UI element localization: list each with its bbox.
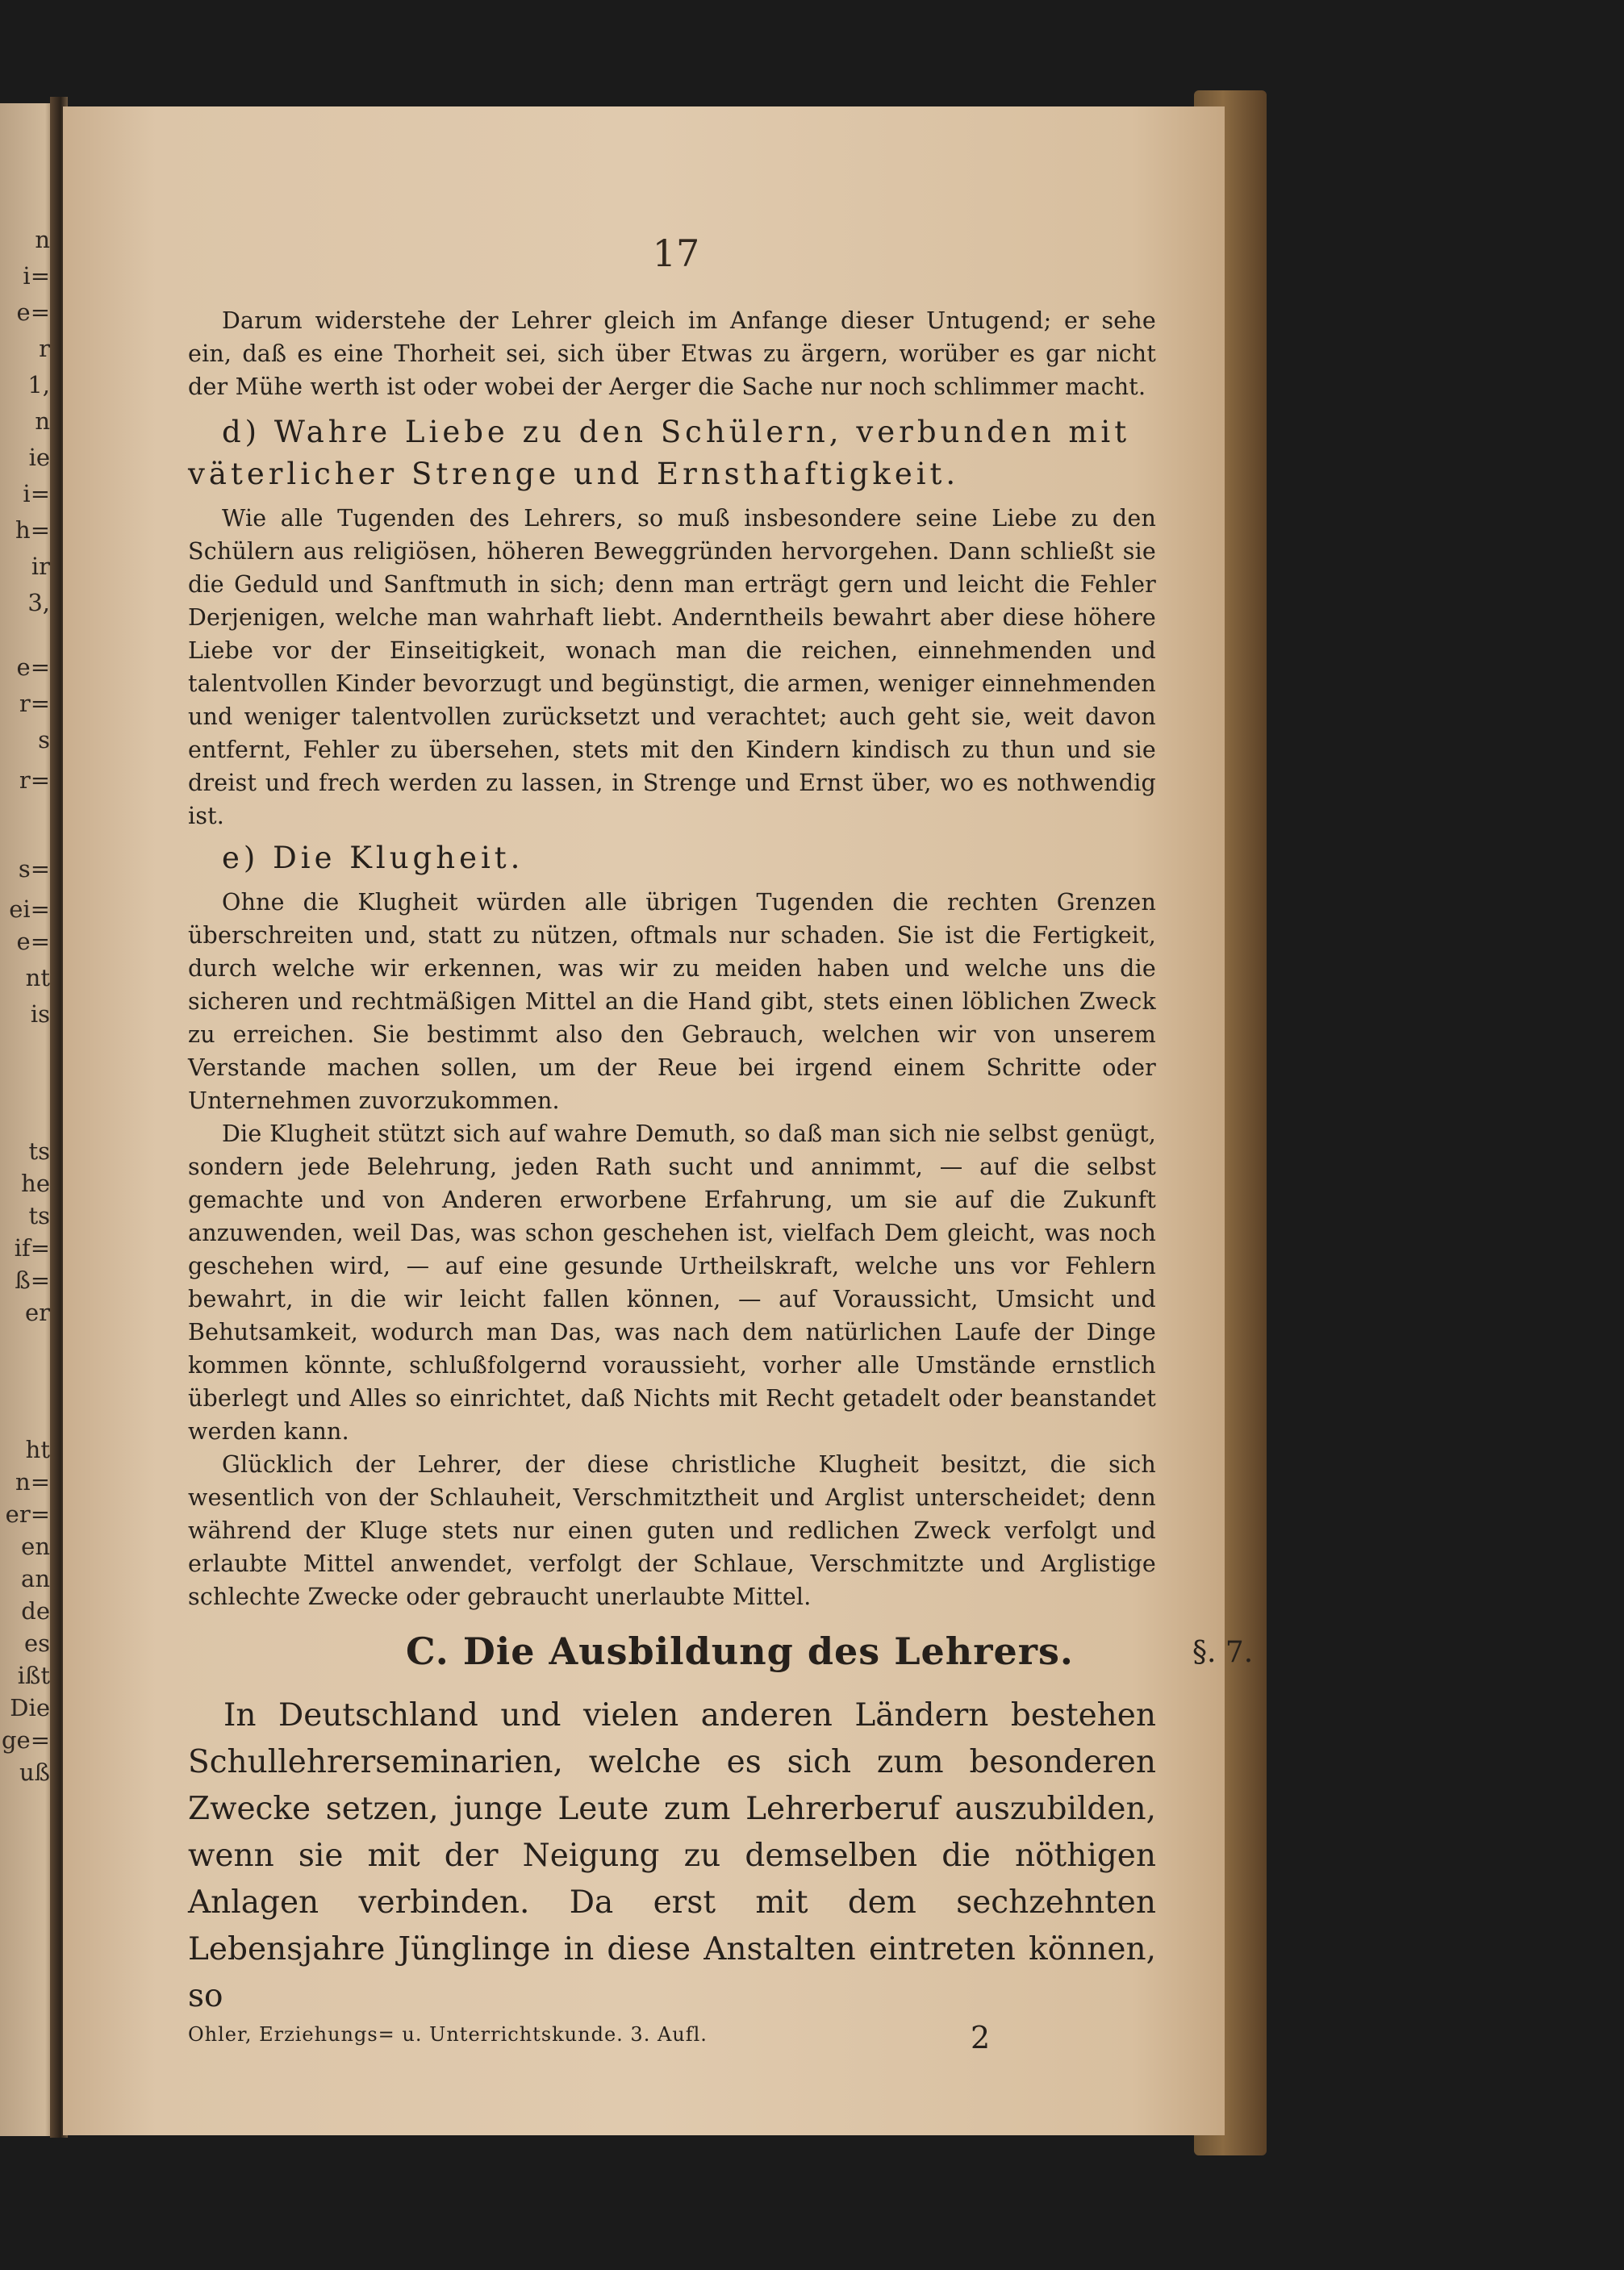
left-page-fragment: ge= (1, 1726, 50, 1754)
left-page-fragment: nt (25, 964, 50, 991)
left-page-fragment: h= (15, 516, 50, 544)
left-page-fragment: r= (19, 690, 50, 717)
section-marker: §. 7. (1192, 1636, 1254, 1669)
left-page-fragment: de (21, 1597, 50, 1625)
page-number: 17 (652, 232, 700, 275)
left-page-fragment: Die (10, 1694, 50, 1721)
left-page-fragment: er= (5, 1500, 50, 1528)
left-page-fragment: r= (19, 766, 50, 794)
left-page-fragment: e= (16, 298, 50, 326)
left-page-fragment: i= (23, 262, 50, 290)
left-page-fragment: ie (28, 444, 50, 471)
left-page-fragment: ß= (15, 1266, 50, 1294)
left-page-fragment: e= (16, 928, 50, 955)
previous-page-strip (0, 103, 56, 2136)
left-page-fragment: uß (19, 1759, 50, 1786)
footer-book-title: Ohler, Erziehungs= u. Unterrichtskunde. 3. Aufl. (188, 2023, 708, 2046)
section-c-text: In Deutschland und vielen anderen Ländern bestehen Schullehrerseminarien, welche es sich zum besonderen Zwecke setzen, junge Leute zum Lehrerberuf auszubilden, wenn sie mit der Neigung zu demselben die nöthigen Anlagen verbinden. Da erst mit dem sechzehnten Lebensjahre Jünglinge in diese Anstalten eintreten können, so (188, 1697, 1156, 2014)
left-page-fragment: i= (23, 480, 50, 507)
paragraph-d: Wie alle Tugenden des Lehrers, so muß insbesondere seine Liebe zu den Schülern aus religiösen, höheren Beweggründen hervorgehen. Dann schließt sie die Geduld und Sanftmuth in sich; denn man erträgt gern und leicht die Fehler Derjenigen, welche man wahrhaft liebt. Anderntheils bewahrt aber diese höhere Liebe vor der Einseitigkeit, wonach man die reichen, einnehmenden und talentvollen Kinder bevorzugt und begünstigt, die armen, weniger einnehmenden und weniger talentvollen zurücksetzt und verachtet; auch geht sie, weit davon entfernt, Fehler zu übersehen, stets mit den Kindern kindisch zu thun und sie dreist und frech werden zu lassen, in Strenge und Ernst über, wo es nothwendig ist. (188, 505, 1156, 829)
left-page-fragment: he (21, 1170, 50, 1197)
section-c-heading: C. Die Ausbildung des Lehrers. (406, 1629, 1074, 1673)
left-page-fragment: is (30, 1000, 50, 1028)
left-page-fragment: es (23, 1629, 50, 1657)
left-page-fragment: ht (25, 1436, 50, 1463)
subheading-e: e) Die Klugheit. (222, 841, 524, 875)
subheading-d: d) Wahre Liebe zu den Schülern, verbunden mit väterlicher Strenge und Ernsthaftigkeit. (188, 415, 1131, 491)
paragraph-e1: Ohne die Klugheit würden alle übrigen Tugenden die rechten Grenzen überschreiten und, statt zu nützen, oftmals nur schaden. Sie ist die Fertigkeit, durch welche wir erkennen, was wir zu meiden haben und welche uns die sicheren und rechtmäßigen Mittel an die Hand gibt, stets einen löblichen Zweck zu erreichen. Sie bestimmt also den Gebrauch, welchen wir von unserem Verstande machen sollen, um der Reue bei irgend einem Schritte oder Unternehmen zuvorzukommen. (188, 889, 1156, 1114)
left-page-fragment: en (21, 1533, 50, 1560)
left-page-fragment: e= (16, 653, 50, 681)
left-page-fragment: if= (14, 1234, 50, 1262)
book-page (63, 106, 1254, 2135)
signature-mark: 2 (971, 2020, 991, 2055)
left-page-fragment: n= (15, 1468, 50, 1496)
left-page-fragment: ißt (17, 1662, 50, 1689)
left-page-fragment: 1, (27, 371, 50, 399)
page-content (188, 304, 1254, 2055)
left-page-fragment: n (35, 407, 50, 435)
paragraph-e3: Glücklich der Lehrer, der diese christliche Klugheit besitzt, die sich wesentlich von der Schlauheit, Verschmitztheit und Arglist unterscheidet; denn während der Kluge stets nur einen guten und redlichen Zweck verfolgt und erlaubte Mittel anwendet, verfolgt der Schlaue, Verschmitzte und Arglistige schlechte Zwecke oder gebraucht unerlaubte Mittel. (188, 1451, 1156, 1610)
left-page-fragment: ei= (9, 895, 50, 923)
left-page-fragment: ts (28, 1202, 50, 1229)
intro-paragraph: Darum widerstehe der Lehrer gleich im Anfange dieser Untugend; er sehe ein, daß es eine Thorheit sei, sich über Etwas zu ärgern, worüber es gar nicht der Mühe werth ist oder wobei der Aerger die Sache nur noch schlimmer macht. (188, 307, 1156, 400)
left-page-fragment: an (21, 1565, 50, 1592)
left-page-fragment: r (39, 335, 50, 362)
left-page-fragment: s (38, 726, 50, 753)
left-page-fragment: s= (18, 855, 50, 883)
left-page-fragment: er (24, 1299, 50, 1326)
left-page-fragment: n (35, 226, 50, 253)
left-page-fragment: ts (28, 1137, 50, 1165)
paragraph-e2: Die Klugheit stützt sich auf wahre Demuth, so daß man sich nie selbst genügt, sondern jede Belehrung, jeden Rath sucht und annimmt, — auf die selbst gemachte und von Anderen erworbene Erfahrung, um sie auf die Zukunft anzuwenden, weil Das, was schon geschehen ist, vielfach Dem gleicht, was noch geschehen wird, — auf eine gesunde Urtheilskraft, welche uns vor Fehlern bewahrt, in die wir leicht fallen können, — auf Voraussicht, Umsicht und Behutsamkeit, wodurch man Das, was nach dem natürlichen Laufe der Dinge kommen könnte, schlußfolgernd voraussieht, vorher alle Umstände ernstlich überlegt und Alles so einrichtet, daß Nichts mit Recht getadelt oder beanstandet werden kann. (188, 1120, 1156, 1445)
left-page-fragment: 3, (27, 589, 50, 616)
page-footer (188, 2020, 1156, 2055)
left-page-fragment: ir (31, 553, 50, 580)
section-c-header (188, 1629, 1254, 1678)
